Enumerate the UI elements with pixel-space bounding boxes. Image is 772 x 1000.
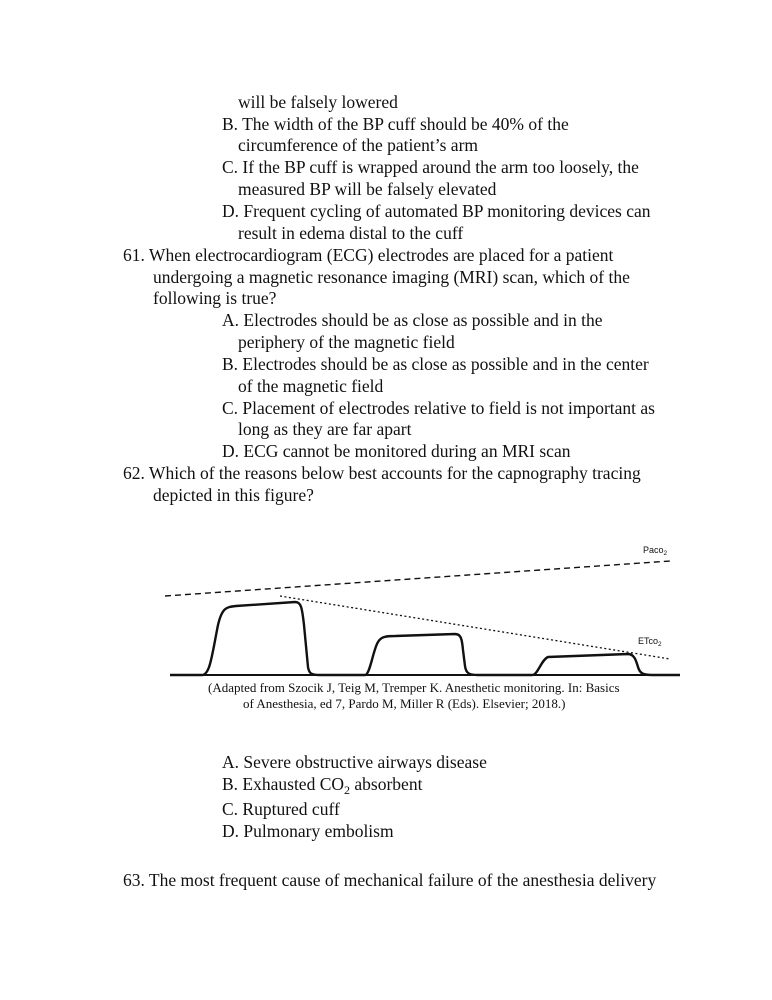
q61-option-b-line1: B. Electrodes should be as close as possible and in the center (222, 354, 649, 374)
q61-stem-line2: undergoing a magnetic resonance imaging (MRI) scan, which of the (153, 267, 630, 287)
q62-option-c: C. Ruptured cuff (222, 799, 340, 819)
q60-option-c-line1: C. If the BP cuff is wrapped around the arm too loosely, the (222, 157, 639, 177)
q61-stem-line1: 61. When electrocardiogram (ECG) electrodes are placed for a patient (123, 245, 614, 265)
q62-option-d: D. Pulmonary embolism (222, 821, 394, 841)
q61-option-a-line1: A. Electrodes should be as close as possible and in the (222, 310, 603, 330)
q60-option-b-line2: circumference of the patient’s arm (238, 135, 479, 155)
paco2-dashed-line (165, 561, 670, 596)
q60-option-c-line2: measured BP will be falsely elevated (238, 179, 497, 199)
figure-caption-line1: (Adapted from Szocik J, Teig M, Tremper K. Anesthetic monitoring. In: Basics (208, 680, 620, 695)
figure-caption-line2: of Anesthesia, ed 7, Pardo M, Miller R (Eds). Elsevier; 2018.) (243, 696, 566, 711)
q61-option-b-line2: of the magnetic field (238, 376, 384, 396)
q61-option-a-line2: periphery of the magnetic field (238, 332, 455, 352)
capnography-figure (160, 535, 685, 680)
paco2-label: Paco$_2$ (643, 545, 668, 557)
q62-stem-line1: 62. Which of the reasons below best accounts for the capnography tracing (123, 463, 641, 483)
q60-option-d-line1: D. Frequent cycling of automated BP monitoring devices can (222, 201, 651, 221)
etco2-label: ETco$_2$ (638, 636, 662, 648)
q62-option-a: A. Severe obstructive airways disease (222, 752, 487, 772)
capnogram-waveform (170, 602, 680, 675)
etco2-dotted-line (280, 596, 670, 659)
q63-stem-line1: 63. The most frequent cause of mechanical failure of the anesthesia delivery (123, 870, 657, 890)
q60-option-a-continuation: will be falsely lowered (238, 92, 398, 112)
q61-stem-line3: following is true? (153, 288, 277, 308)
q61-option-c-line2: long as they are far apart (238, 419, 412, 439)
q61-option-d-line1: D. ECG cannot be monitored during an MRI scan (222, 441, 571, 461)
q62-stem-line2: depicted in this figure? (153, 485, 314, 505)
q60-option-d-line2: result in edema distal to the cuff (238, 223, 464, 243)
q62-option-b: B. Exhausted $CO_2$ absorbent (222, 774, 423, 797)
q61-option-c-line1: C. Placement of electrodes relative to field is not important as (222, 398, 655, 418)
q60-option-b-line1: B. The width of the BP cuff should be 40% of the (222, 114, 569, 134)
